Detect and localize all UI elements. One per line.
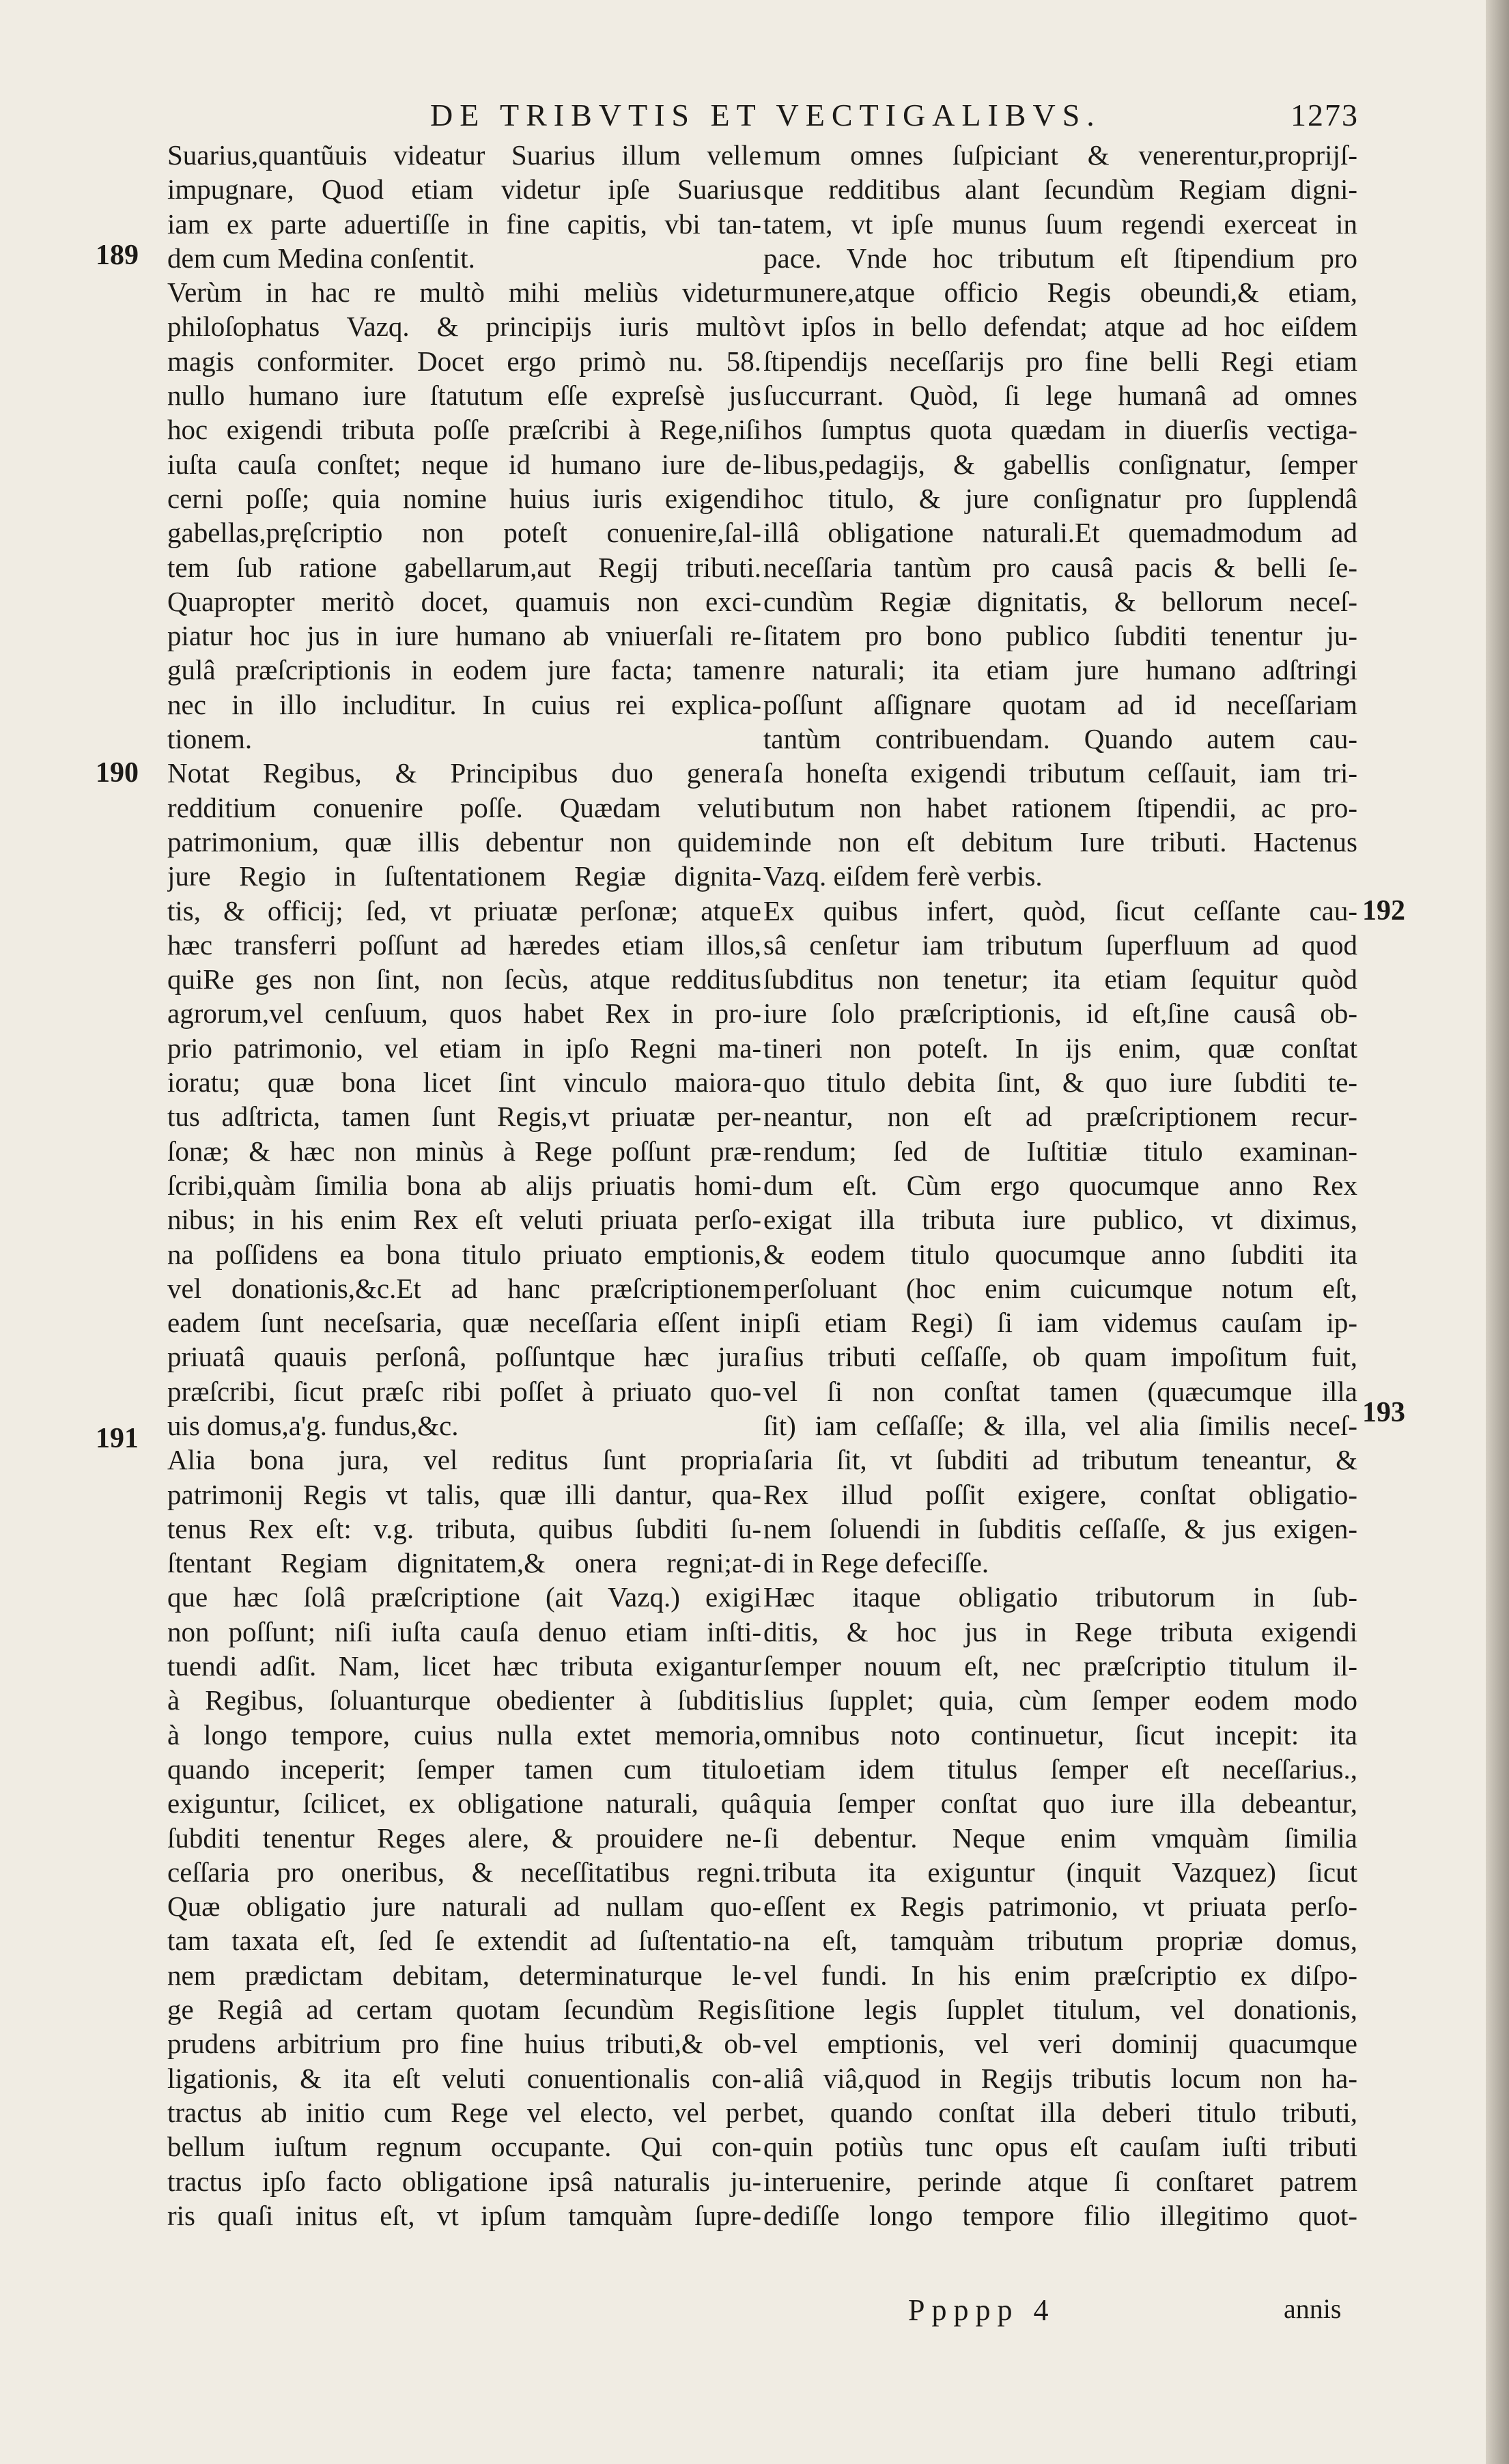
margin-number-191: 191 [96,1423,139,1454]
text-line: gulâ præſcriptionis in eodem jure facta; tamen [167,654,761,686]
text-line: tatem, vt ipſe munus ſuum regendi exerceat in [763,208,1357,240]
text-line: ditis, & hoc jus in Rege tributa exigendi [763,1615,1357,1647]
text-line: lius ſupplet; quia, cùm ſemper eodem modo [763,1684,1357,1716]
text-line: jure Regio in ſuſtentationem Regiæ dignita- [167,860,761,892]
right-column [763,138,1357,2233]
text-line: tractus ab initio cum Rege vel electo, vel per [167,2096,761,2128]
text-line: ſubditus non tenetur; ita etiam ſequitur quòd [763,963,1357,995]
text-line: eſſent ex Regis patrimonio, vt priuata perſo- [763,1891,1357,1923]
text-line: tem ſub ratione gabellarum,aut Regij tributi. [167,551,761,583]
signature-mark: Ppppp 4 [908,2293,1056,2327]
text-line: vel ſi non conſtat tamen (quæcumque illa [763,1375,1357,1407]
text-line: tributa ita exiguntur (inquit Vazquez) ſicut [763,1856,1357,1888]
text-line: que hæc ſolâ præſcriptione (ait Vazq.) exigi [167,1581,761,1613]
margin-number-190: 190 [96,757,139,789]
text-line: pace. Vnde hoc tributum eſt ſtipendium pro [763,242,1357,274]
text-line: tionem. [167,723,253,755]
margin-number-192: 192 [1362,895,1405,926]
text-line: ioratu; quæ bona licet ſint vinculo maiora- [167,1066,761,1099]
text-line: tus adſtricta, tamen ſunt Regis,vt priuatæ per- [167,1101,761,1133]
text-line: quiRe ges non ſint, non ſecùs, atque redditus [167,963,761,995]
text-line: iure ſolo præſcriptionis, id eſt,ſine causâ ob- [763,997,1357,1030]
text-line: prio patrimonio, vel etiam in ipſo Regni ma- [167,1032,761,1064]
text-line: philoſophatus Vazq. & principijs iuris multò [167,311,761,343]
text-line: na eſt, tamquàm tributum propriæ domus, [763,1925,1357,1957]
text-line: impugnare, Quod etiam videtur ipſe Suarius [167,173,761,206]
text-line: Quæ obligatio jure naturali ad nullam quo- [167,1891,761,1923]
text-line: ſemper nouum eſt, nec præſcriptio titulum il- [763,1650,1357,1682]
running-header [430,97,1359,141]
text-line: ge Regiâ ad certam quotam ſecundùm Regis [167,1994,761,2026]
text-line: à Regibus, ſoluanturque obedienter à ſubditis [167,1684,761,1716]
text-line: gabellas,pręſcriptio non poteſt conuenire,ſal- [167,517,761,549]
text-line: quando inceperit; ſemper tamen cum titulo [167,1753,761,1785]
text-line: magis conformiter. Docet ergo primò nu. 58. [167,345,761,377]
margin-number-193: 193 [1362,1397,1405,1428]
text-line: hæc transferri poſſunt ad hæredes etiam illos, [167,929,761,961]
text-line: perſoluant (hoc enim cuicumque notum eſt, [763,1272,1357,1304]
text-line: tantùm contribuendam. Quando autem cau- [763,723,1357,755]
text-line: inde non eſt debitum Iure tributi. Hactenus [763,825,1357,858]
text-line: quia ſemper conſtat quo iure illa debeantur, [763,1787,1357,1819]
text-line: hos ſumptus quota quædam in diuerſis vectiga- [763,414,1357,446]
text-line: bellum iuſtum regnum occupante. Qui con- [167,2131,761,2163]
text-line: Notat Regibus, & Principibus duo genera [167,757,761,789]
text-line: prudens arbitrium pro fine huius tributi,& ob- [167,2028,761,2060]
text-line: Suarius,quantũuis videatur Suarius illum velle [167,139,761,171]
text-line: neceſſaria tantùm pro causâ pacis & belli ſe- [763,551,1357,583]
text-line: iuſta cauſa conſtet; neque id humano iure de- [167,448,761,480]
text-line: exiguntur, ſcilicet, ex obligatione naturali, quâ [167,1787,761,1819]
text-line: piatur hoc jus in iure humano ab vniuerſali re- [167,620,761,652]
text-line: ſit) iam ceſſaſſe; & illa, vel alia ſimilis neceſ- [763,1409,1357,1441]
text-line: ſitione legis ſupplet titulum, vel donationis, [763,1994,1357,2026]
text-line: nibus; in his enim Rex eſt veluti priuata perſo- [167,1204,761,1236]
text-line: dediſſe longo tempore filio illegitimo quot- [763,2199,1357,2231]
text-line: eadem ſunt neceſsaria, quæ neceſſaria eſſent in [167,1307,761,1339]
text-line: ſaria ſit, vt ſubditi ad tributum teneantur, & [763,1444,1357,1476]
text-line: mum omnes ſuſpiciant & venerentur,proprijſ- [763,139,1357,171]
text-line: tuendi adſit. Nam, licet hæc tributa exigantur [167,1650,761,1682]
text-line: quo titulo debita ſint, & quo iure ſubditi te- [763,1066,1357,1099]
text-line: tam taxata eſt, ſed ſe extendit ad ſuſtentatio- [167,1925,761,1957]
text-line: priuatâ quauis perſonâ, poſſuntque hæc jura [167,1341,761,1373]
text-line: redditium conuenire poſſe. Quædam veluti [167,791,761,823]
text-line: Verùm in hac re multò mihi meliùs videtur [167,277,761,309]
text-line: à longo tempore, cuius nulla extet memoria, [167,1718,761,1751]
text-line: ſtentant Regiam dignitatem,& onera regni;at- [167,1547,761,1579]
text-line: dem cum Medina conſentit. [167,242,475,274]
text-line: ſius tributi ceſſaſſe, ob quam impoſitum fuit, [763,1341,1357,1373]
text-line: vel fundi. In his enim præſcriptio ex diſpo- [763,1959,1357,1991]
left-column [167,138,761,2233]
text-line: nullo humano iure ſtatutum eſſe expreſsè jus [167,380,761,412]
text-line: Alia bona jura, vel reditus ſunt propria [167,1444,761,1476]
text-line: vel emptionis, vel veri dominij quacumque [763,2028,1357,2060]
text-line: tis, & officij; ſed, vt priuatæ perſonæ; atque [167,894,761,926]
margin-number-189: 189 [96,240,139,271]
text-line: aliâ viâ,quod in Regijs tributis locum non ha- [763,2062,1357,2094]
text-line: bet, quando conſtat illa deberi titulo tributi, [763,2096,1357,2128]
text-line: tractus ipſo facto obligatione ipsâ naturalis ju- [167,2165,761,2197]
text-line: iam ex parte aduertiſſe in fine capitis, vbi tan- [167,208,761,240]
page-number: 1273 [1291,98,1359,132]
text-line: patrimonij Regis vt talis, quæ illi dantur, qua- [167,1478,761,1510]
text-line: ſubditi tenentur Reges alere, & prouidere ne- [167,1822,761,1854]
text-line: di in Rege defeciſſe. [763,1547,989,1579]
text-line: hoc titulo, & jure conſignatur pro ſupplendâ [763,482,1357,514]
text-line: tineri non poteſt. In ijs enim, quæ conſtat [763,1032,1357,1064]
text-line: omnibus noto continuetur, ſicut incepit: ita [763,1718,1357,1751]
text-line: ſitatem pro bono publico ſubditi tenentur ju- [763,620,1357,652]
running-title: DE TRIBVTIS ET VECTIGALIBVS. [430,98,1101,132]
text-line: cerni poſſe; quia nomine huius iuris exigendi [167,482,761,514]
text-line: poſſunt aſſignare quotam ad id neceſſariam [763,688,1357,720]
text-line: hoc exigendi tributa poſſe præſcribi à Rege,niſi [167,414,761,446]
text-line: quin potiùs tunc opus eſt cauſam iuſti tributi [763,2131,1357,2163]
text-line: que redditibus alant ſecundùm Regiam digni- [763,173,1357,206]
catchword: annis [1284,2293,1342,2324]
text-line: nem prædictam debitam, determinaturque le- [167,1959,761,1991]
text-line: Ex quibus infert, quòd, ſicut ceſſante cau- [763,894,1357,926]
text-line: Hæc itaque obligatio tributorum in ſub- [763,1581,1357,1613]
text-line: patrimonium, quæ illis debentur non quidem [167,825,761,858]
text-line: butum non habet rationem ſtipendii, ac pro- [763,791,1357,823]
text-line: ris quaſi initus eſt, vt ipſum tamquàm ſupre- [167,2199,761,2231]
text-line: ligationis, & ita eſt veluti conuentionalis con- [167,2062,761,2094]
text-line: ſtipendijs neceſſarijs pro fine belli Regi etiam [763,345,1357,377]
text-line: Rex illud poſſit exigere, conſtat obligatio- [763,1478,1357,1510]
text-line: re naturali; ita etiam jure humano adſtringi [763,654,1357,686]
text-line: ſonæ; & hæc non minùs à Rege poſſunt præ- [167,1135,761,1167]
text-line: uis domus,a'g. fundus,&c. [167,1409,459,1441]
text-line: nec in illo includitur. In cuius rei explica- [167,688,761,720]
text-line: ipſi etiam Regi) ſi iam videmus cauſam ip- [763,1307,1357,1339]
text-line: vt ipſos in bello defendat; atque ad hoc eiſdem [763,311,1357,343]
text-line: nem ſoluendi in ſubditis ceſſaſſe, & jus exigen- [763,1512,1357,1544]
text-line: munere,atque officio Regis obeundi,& etiam, [763,277,1357,309]
text-line: ceſſaria pro oneribus, & neceſſitatibus regni. [167,1856,761,1888]
text-line: etiam idem titulus ſemper eſt neceſſarius., [763,1753,1357,1785]
text-line: sâ cenſetur iam tributum ſuperfluum ad quod [763,929,1357,961]
text-line: non poſſunt; niſi iuſta cauſa denuo etiam inſti- [167,1615,761,1647]
text-line: ſuccurrant. Quòd, ſi lege humanâ ad omnes [763,380,1357,412]
text-line: vel donationis,&c.Et ad hanc præſcriptionem [167,1272,761,1304]
text-line: Vazq. eiſdem ferè verbis. [763,860,1043,892]
text-line: ſa honeſta exigendi tributum ceſſauit, iam tri- [763,757,1357,789]
text-line: & eodem titulo quocumque anno ſubditi ita [763,1238,1357,1270]
text-line: ſi debentur. Neque enim vmquàm ſimilia [763,1822,1357,1854]
text-line: Quapropter meritò docet, quamuis non exci- [167,585,761,617]
text-line: agrorum,vel cenſuum, quos habet Rex in pro- [167,997,761,1030]
text-line: illâ obligatione naturali.Et quemadmodum ad [763,517,1357,549]
text-line: rendum; ſed de Iuſtitiæ titulo examinan- [763,1135,1357,1167]
text-line: tenus Rex eſt: v.g. tributa, quibus ſubditi ſu- [167,1512,761,1544]
text-line: præſcribi, ſicut præſc ribi poſſet à priuato quo- [167,1375,761,1407]
page-edge-shadow [1486,0,1509,2464]
text-line: interuenire, perinde atque ſi conſtaret patrem [763,2165,1357,2197]
text-line: libus,pedagijs, & gabellis conſignatur, ſemper [763,448,1357,480]
text-line: ſcribi,quàm ſimilia bona ab alijs priuatis homi- [167,1169,761,1201]
text-line: dum eſt. Cùm ergo quocumque anno Rex [763,1169,1357,1201]
text-line: neantur, non eſt ad præſcriptionem recur- [763,1101,1357,1133]
text-line: cundùm Regiæ dignitatis, & bellorum neceſ- [763,585,1357,617]
text-line: na poſſidens ea bona titulo priuato emptionis, [167,1238,761,1270]
text-line: exigat illa tributa iure publico, vt diximus, [763,1204,1357,1236]
